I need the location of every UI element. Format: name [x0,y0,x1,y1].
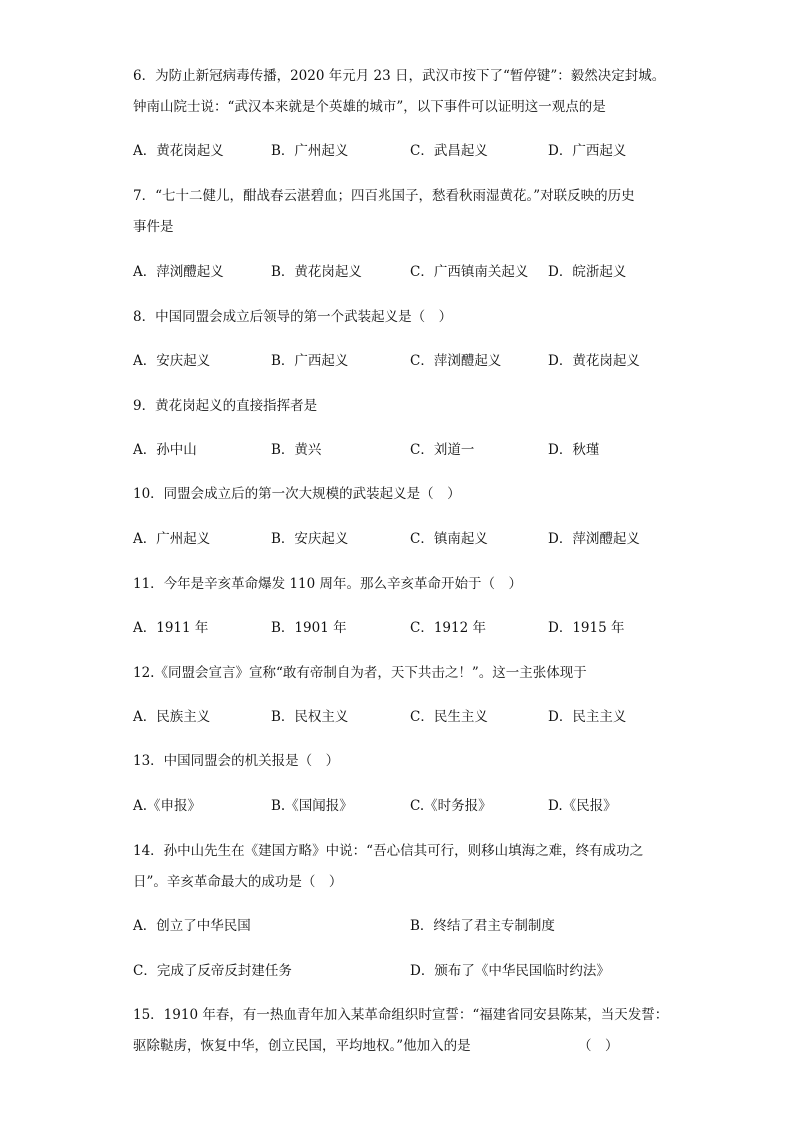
question-6-option-a: A．黄花岗起义 [133,143,224,159]
question-13-options [133,796,733,816]
question-9-option-b: B．黄兴 [271,442,322,458]
question-9-text: 9．黄花岗起义的直接指挥者是 [133,398,318,414]
question-9-option-a: A．孙中山 [133,442,197,458]
question-7-option-c: C．广西镇南关起义 [410,264,529,280]
question-11-text: 11．今年是辛亥革命爆发 110 周年。那么辛亥革命开始于（ ） [133,576,523,592]
question-14-text-line-2: 日”。辛亥革命最大的成功是（ ） [133,874,343,890]
question-12-option-d: D．民主主义 [548,709,627,725]
question-7-option-b: B．黄花岗起义 [271,264,362,280]
question-11-option-a: A．1911 年 [133,620,209,636]
question-14-options-row-1 [133,916,733,936]
question-14-option-c: C．完成了反帝反封建任务 [133,963,292,979]
question-6-options [133,141,733,161]
question-13-text: 13．中国同盟会的机关报是（ ） [133,753,340,769]
question-12-option-a: A．民族主义 [133,709,211,725]
question-7-text-line-2: 事件是 [133,219,174,235]
question-9-option-d: D．秋瑾 [548,442,600,458]
question-11-options [133,618,733,638]
question-7-option-a: A．萍浏醴起义 [133,264,224,280]
question-14-option-d: D．颁布了《中华民国临时约法》 [410,963,610,979]
question-15-answer-blank: （ ） [578,1038,619,1054]
question-13-option-c: C.《时务报》 [410,798,492,814]
question-7-options [133,262,733,282]
question-9-options [133,440,733,460]
question-9-option-c: C．刘道一 [410,442,475,458]
question-14-option-b: B．终结了君主专制制度 [410,918,555,934]
question-6-text-line-2: 钟南山院士说：“武汉本来就是个英雄的城市”，以下事件可以证明这一观点的是 [133,99,606,115]
question-10-options [133,529,733,549]
question-12-options [133,707,733,727]
question-8-option-a: A．安庆起义 [133,353,211,369]
question-10-option-d: D．萍浏醴起义 [548,531,640,547]
question-14-options-row-2 [133,961,733,981]
question-15-text-line-2: 驱除鞑虏，恢复中华，创立民国，平均地权。”他加入的是 [133,1038,471,1054]
question-6-option-c: C．武昌起义 [410,143,488,159]
question-10-option-a: A．广州起义 [133,531,211,547]
question-10-option-c: C．镇南起义 [410,531,488,547]
question-6-option-b: B．广州起义 [271,143,349,159]
question-11-option-b: B．1901 年 [271,620,347,636]
question-7-option-d: D．皖浙起义 [548,264,627,280]
question-7-text-line-1: 7．“七十二健儿，酣战春云湛碧血；四百兆国子，愁看秋雨湿黄花。”对联反映的历史 [133,188,635,204]
question-14-text-line-1: 14．孙中山先生在《建国方略》中说：“吾心信其可行，则移山填海之难，终有成功之 [133,843,644,859]
question-10-text: 10．同盟会成立后的第一次大规模的武装起义是（ ） [133,486,461,502]
question-12-option-c: C．民生主义 [410,709,488,725]
question-11-option-d: D．1915 年 [548,620,625,636]
question-6-option-d: D．广西起义 [548,143,627,159]
question-12-option-b: B．民权主义 [271,709,349,725]
question-8-text: 8．中国同盟会成立后领导的第一个武装起义是（ ） [133,309,453,325]
question-13-option-a: A.《申报》 [133,798,202,814]
question-13-option-b: B.《国闻报》 [271,798,353,814]
question-14-option-a: A．创立了中华民国 [133,918,251,934]
question-13-option-d: D.《民报》 [548,798,617,814]
question-12-text: 12.《同盟会宣言》宣称“敢有帝制自为者，天下共击之！”。这一主张体现于 [133,665,587,681]
question-11-option-c: C．1912 年 [410,620,486,636]
question-10-option-b: B．安庆起义 [271,531,349,547]
question-8-option-d: D．黄花岗起义 [548,353,640,369]
question-8-options [133,351,733,371]
question-15-text-line-1: 15．1910 年春，有一热血青年加入某革命组织时宣誓：“福建省同安县陈某，当天发誓： [133,1007,669,1023]
question-8-option-c: C．萍浏醴起义 [410,353,502,369]
question-8-option-b: B．广西起义 [271,353,349,369]
question-6-text-line-1: 6．为防止新冠病毒传播，2020 年元月 23 日，武汉市按下了“暂停键”：毅然决定封城。 [133,68,666,84]
